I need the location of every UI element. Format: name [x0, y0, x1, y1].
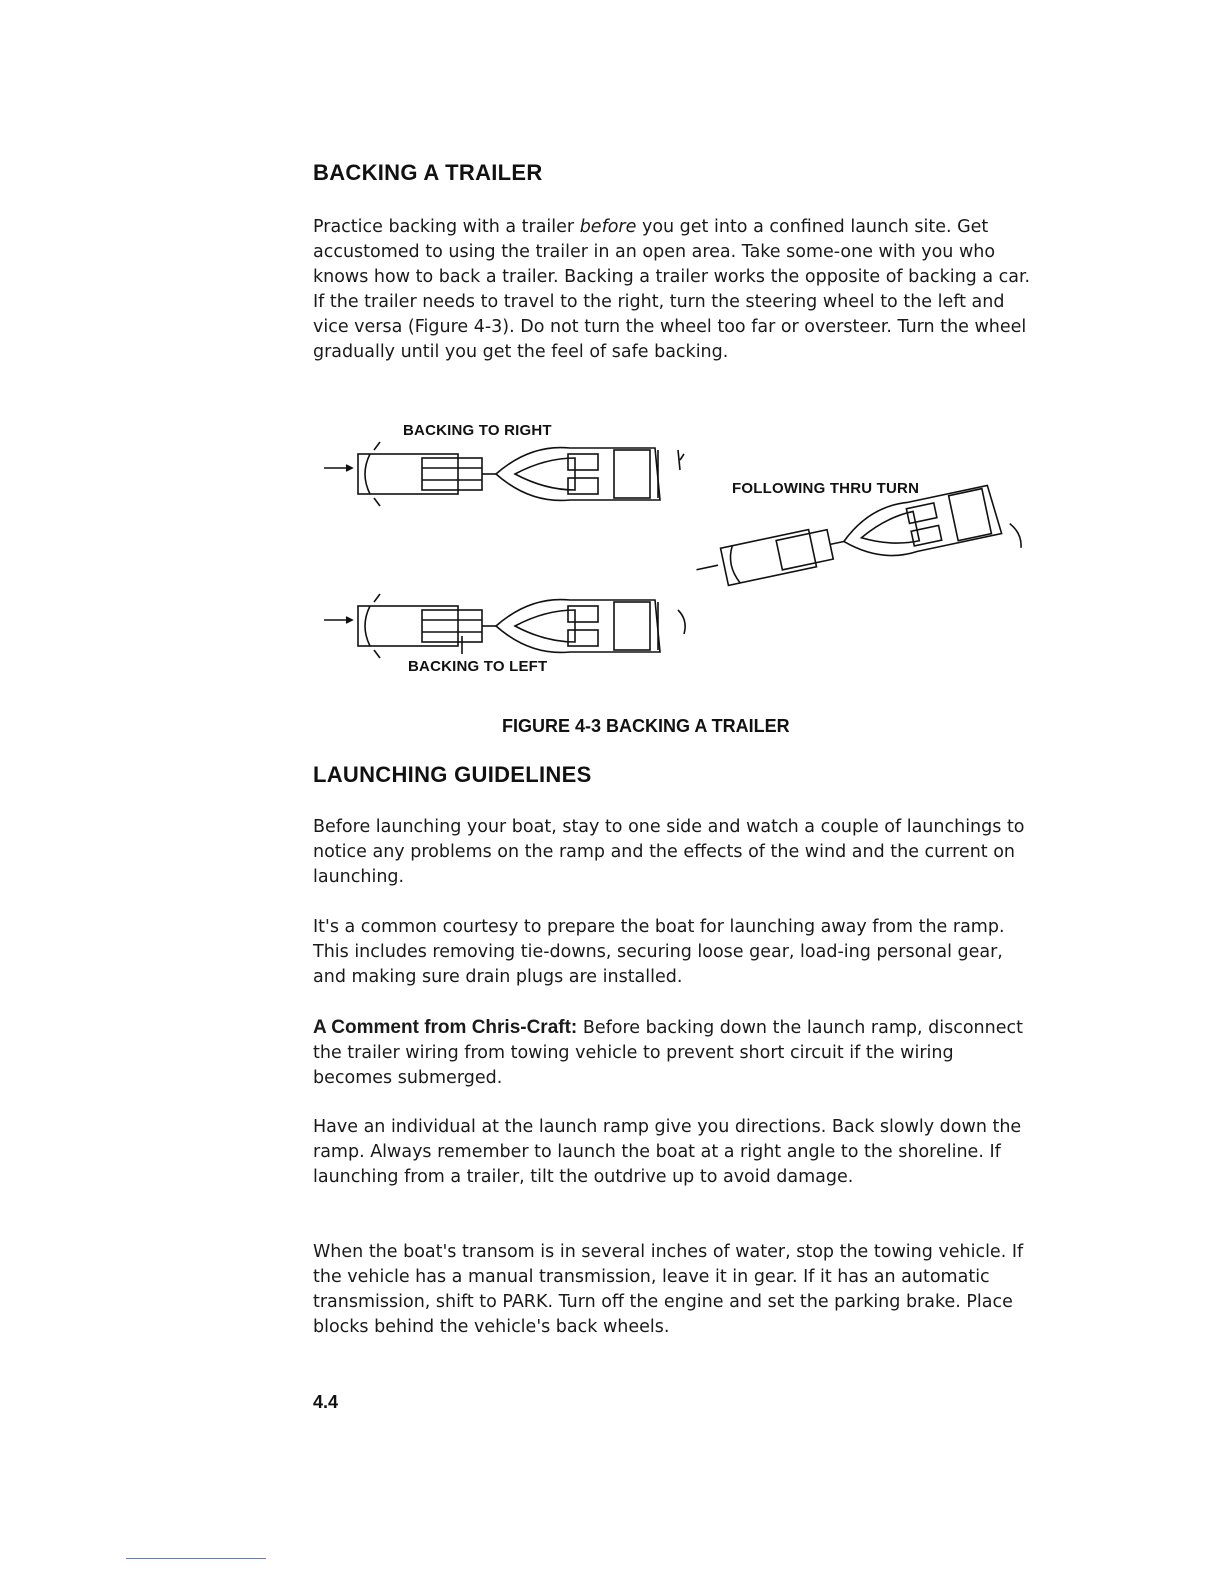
backing-text-start: Practice backing with a trailer [313, 217, 580, 237]
section-heading-launching: LAUNCHING GUIDELINES [313, 762, 592, 787]
comment-text: Before backing down the launch ramp, disconnect the trailer wiring from towing vehicle to prevent short circuit if the wiring becomes submerged. [313, 1018, 1023, 1088]
comment-label: A Comment from Chris-Craft: [313, 1017, 578, 1038]
trailer-backing-figure [300, 410, 1040, 690]
rig-following-turn [692, 481, 1022, 615]
launch-paragraph-2: It's a common courtesy to prepare the boat for launching away from the ramp. This includes removing tie-downs, securing loose gear, load-ing personal gear, and making sure drain plugs are installed. [313, 917, 1005, 987]
figure-label-backing-left: BACKING TO LEFT [408, 658, 548, 675]
backing-paragraph [313, 215, 1033, 365]
footer-divider [126, 1558, 266, 1559]
backing-text-emphasis: before [579, 217, 637, 237]
figure-label-backing-right: BACKING TO RIGHT [403, 422, 552, 439]
launch-paragraph-3 [313, 1015, 1033, 1091]
section-heading-backing: BACKING A TRAILER [313, 160, 543, 185]
rig-backing-left [324, 594, 685, 658]
page-number: 4.4 [313, 1392, 339, 1412]
launch-paragraph-1: Before launching your boat, stay to one side and watch a couple of launchings to notice any problems on the ramp and the effects of the wind and the current on launching. [313, 817, 1025, 887]
rig-backing-right [324, 442, 684, 506]
launch-paragraph-5: When the boat's transom is in several inches of water, stop the towing vehicle. If the vehicle has a manual transmission, leave it in gear. If it has an automatic transmission, shift to PARK. Turn off the engine and set the parking brake. Place blocks behind the vehicle's back wheels. [313, 1242, 1024, 1337]
figure-label-following-turn: FOLLOWING THRU TURN [732, 480, 920, 497]
backing-text-end: you get into a confined launch site. Get accustomed to using the trailer in an open area. Take some-one with you who knows how to back a trailer. Backing a trailer works the opposite of backing a car. If the trailer needs to travel to the right, turn the steering wheel to the left and vice versa (Figure 4-3). Do not turn the wheel too far or oversteer. Turn the wheel gradually until you get the feel of safe backing. [313, 217, 1031, 362]
figure-caption: FIGURE 4-3 BACKING A TRAILER [502, 716, 790, 736]
launch-paragraph-4: Have an individual at the launch ramp give you directions. Back slowly down the ramp. Always remember to launch the boat at a right angle to the shoreline. If launching from a trailer, tilt the outdrive up to avoid damage. [313, 1117, 1022, 1187]
